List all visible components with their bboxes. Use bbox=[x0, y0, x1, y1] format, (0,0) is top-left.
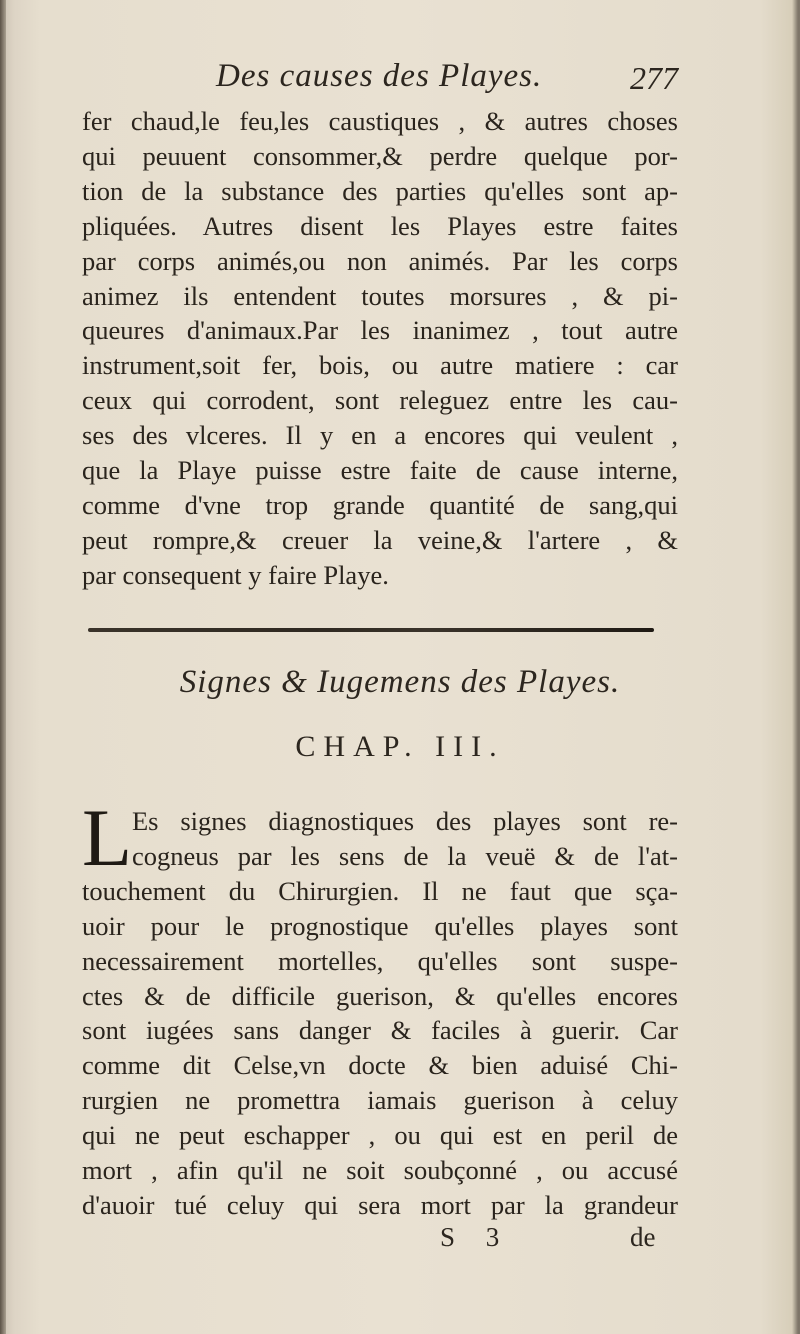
text-line: qui peuuent consommer,& perdre quelque por- bbox=[82, 140, 678, 171]
text-line: necessairement mortelles, qu'elles sont suspe- bbox=[82, 945, 678, 976]
chapter-number: CHAP. III. bbox=[295, 730, 505, 763]
paragraph-causes bbox=[82, 104, 678, 593]
text-line: ceux qui corrodent, sont releguez entre les cau- bbox=[82, 385, 678, 416]
chapter-title: Signes & Iugemens des Playes. bbox=[179, 664, 621, 700]
text-line: animez ils entendent toutes morsures , & pi- bbox=[82, 280, 678, 311]
text-line: instrument,soit fer, bois, ou autre matiere : car bbox=[82, 350, 678, 381]
page-header bbox=[86, 58, 686, 102]
text-line: Es signes diagnostiques des playes sont re- bbox=[132, 806, 678, 836]
text-line: que la Playe puisse estre faite de cause interne, bbox=[82, 455, 678, 486]
text-line: rurgien ne promettra iamais guerison à celuy bbox=[82, 1085, 678, 1116]
drop-cap: L bbox=[82, 792, 133, 883]
text-line: ctes & de difficile guerison, & qu'elles encores bbox=[82, 980, 678, 1011]
text-line: tion de la substance des parties qu'elles sont ap- bbox=[82, 175, 678, 206]
page-number: 277 bbox=[630, 60, 678, 96]
text-line: cogneus par les sens de la veuë & de l'at- bbox=[132, 840, 678, 871]
text-line: peut rompre,& creuer la veine,& l'artere , & bbox=[82, 524, 678, 555]
text-line: touchement du Chirurgien. Il ne faut que sça- bbox=[82, 875, 678, 906]
section-divider-rule bbox=[88, 628, 654, 632]
text-line: sont iugées sans danger & faciles à guerir. Car bbox=[82, 1015, 678, 1046]
text-line: pliquées. Autres disent les Playes estre faites bbox=[82, 210, 678, 241]
text-line: comme d'vne trop grande quantité de sang,qui bbox=[82, 489, 678, 520]
text-line: qui ne peut eschapper , ou qui est en peril de bbox=[82, 1120, 678, 1151]
text-line: fer chaud,le feu,les caustiques , & autres choses bbox=[82, 106, 678, 136]
paragraph-signes bbox=[82, 792, 678, 1223]
text-line: par corps animés,ou non animés. Par les corps bbox=[82, 245, 678, 276]
signature-mark: S 3 bbox=[440, 1222, 512, 1252]
text-line: d'auoir tué celuy qui sera mort par la grandeur bbox=[82, 1189, 678, 1220]
catchword: de bbox=[630, 1222, 656, 1252]
text-line: mort , afin qu'il ne soit soubçonné , ou accusé bbox=[82, 1155, 678, 1186]
text-line: comme dit Celse,vn docte & bien aduisé Chi- bbox=[82, 1050, 678, 1081]
running-title: Des causes des Playes. bbox=[216, 58, 543, 94]
text-line: ses des vlceres. Il y en a encores qui veulent , bbox=[82, 420, 678, 451]
text-line: par consequent y faire Playe. bbox=[82, 559, 389, 590]
text-line: uoir pour le prognostique qu'elles playes sont bbox=[82, 910, 678, 941]
text-line: queures d'animaux.Par les inanimez , tout autre bbox=[82, 315, 678, 346]
